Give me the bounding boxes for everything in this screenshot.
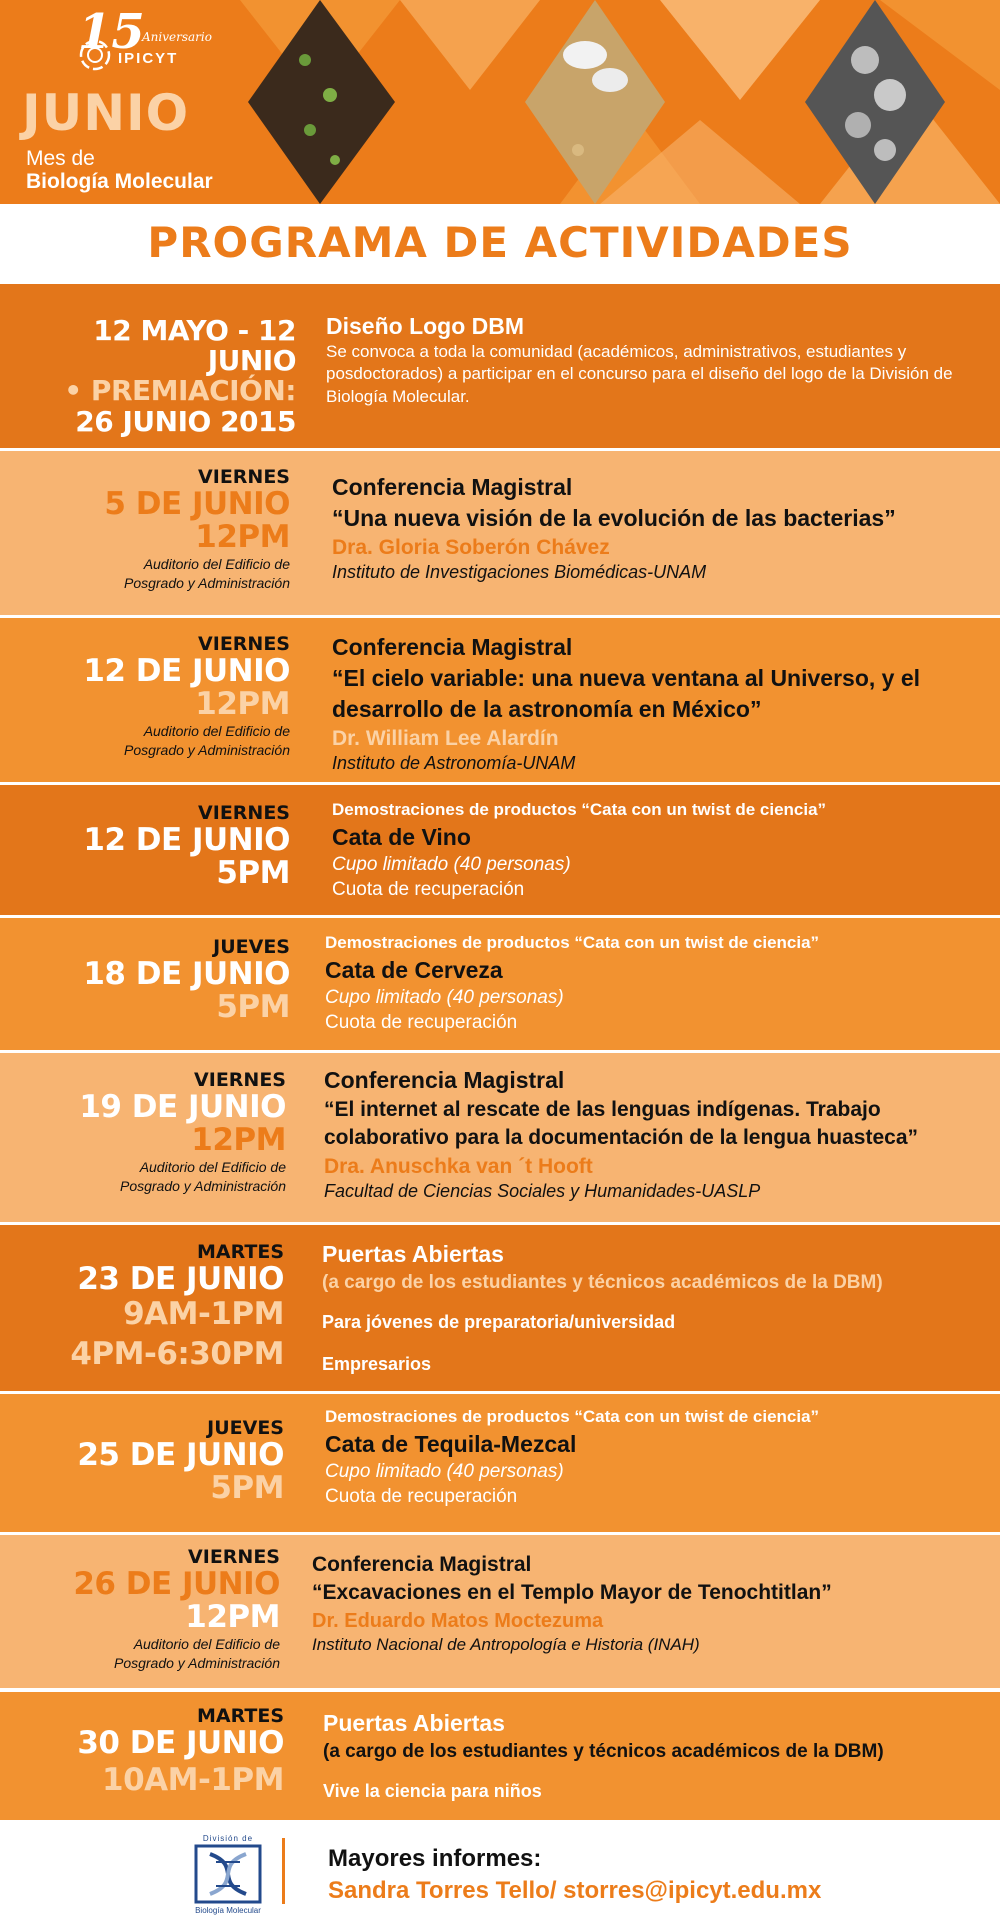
fee: Cuota de recuperación — [325, 1485, 518, 1507]
weekday: VIERNES — [198, 802, 290, 824]
mice-photo — [525, 0, 665, 204]
weekday: VIERNES — [194, 1069, 286, 1091]
month-title: JUNIO — [22, 84, 190, 142]
institution-name: IPICYT — [118, 50, 179, 67]
event-date — [0, 803, 290, 891]
event-row — [0, 451, 1000, 615]
date-range: 12 MAYO - 12 JUNIO — [93, 314, 296, 378]
event-row — [0, 1535, 1000, 1688]
event-title: Puertas Abiertas — [323, 1710, 505, 1736]
event-date — [0, 634, 290, 760]
event-row — [0, 618, 1000, 782]
anniversary-logo — [78, 4, 212, 76]
event-info — [312, 1551, 982, 1656]
event-title: Cata de Cerveza — [325, 956, 503, 983]
award-label: • PREMIACIÓN: — [64, 374, 296, 408]
weekday: JUEVES — [213, 936, 290, 958]
event-row — [0, 1394, 1000, 1532]
event-info — [323, 1708, 993, 1803]
dbm-logo-top: División de — [202, 1834, 254, 1843]
event-subtitle: (a cargo de los estudiantes y técnicos académicos de la DBM) — [322, 1272, 883, 1294]
speaker: Dr. William Lee Alardín — [332, 727, 559, 751]
event-title: Puertas Abiertas — [322, 1241, 504, 1267]
event-info — [325, 1406, 985, 1509]
event-date — [0, 1706, 284, 1798]
program-title: PROGRAMA DE ACTIVIDADES — [147, 218, 853, 267]
fee: Cuota de recuperación — [325, 1011, 518, 1033]
audience-1: Vive la ciencia para niños — [323, 1780, 542, 1801]
event-title: Cata de Vino — [332, 823, 471, 850]
event-row — [0, 1692, 1000, 1820]
weekday: JUEVES — [207, 1417, 284, 1439]
event-title: “Excavaciones en el Templo Mayor de Tenochtitlan” — [312, 1581, 832, 1605]
demo-label: Demostraciones de productos “Cata con un twist de ciencia” — [325, 933, 820, 952]
date: 12 DE JUNIO — [83, 821, 290, 858]
capacity: Cupo limitado (40 personas) — [325, 986, 564, 1008]
subtitle-line2: Biología Molecular — [26, 170, 213, 193]
date: 30 DE JUNIO — [77, 1724, 284, 1761]
date: 25 DE JUNIO — [77, 1436, 284, 1473]
fee: Cuota de recuperación — [332, 878, 525, 900]
subtitle-line1: Mes de — [26, 147, 95, 170]
time-1: 9AM-1PM — [123, 1296, 284, 1333]
event-info — [332, 632, 972, 776]
weekday: VIERNES — [188, 1546, 280, 1568]
spiral-icon — [78, 38, 112, 72]
venue: Auditorio del Edificio de Posgrado y Administración — [119, 1158, 286, 1194]
footer-divider — [282, 1838, 285, 1904]
time: 5PM — [210, 1470, 284, 1507]
event-date — [0, 1070, 286, 1196]
event-info — [325, 932, 985, 1035]
dna-icon — [194, 1844, 262, 1904]
date: 23 DE JUNIO — [77, 1260, 284, 1297]
event-date — [0, 1418, 284, 1506]
footer — [0, 1824, 1000, 1924]
event-label: Conferencia Magistral — [332, 634, 573, 660]
demo-label: Demostraciones de productos “Cata con un twist de ciencia” — [332, 800, 827, 819]
time: 12PM — [191, 1122, 286, 1159]
event-row — [0, 1225, 1000, 1391]
more-info-label: Mayores informes: — [328, 1845, 542, 1872]
event-label: Conferencia Magistral — [312, 1553, 532, 1576]
header-banner — [0, 0, 1000, 204]
venue: Auditorio del Edificio de Posgrado y Administración — [113, 1635, 280, 1671]
weekday: MARTES — [196, 1705, 284, 1727]
event-title: “El cielo variable: una nueva ventana al Universo, y el desarrollo de la astronomía en México” — [332, 665, 921, 723]
contact-link[interactable]: Sandra Torres Tello/ storres@ipicyt.edu.mx — [328, 1877, 822, 1904]
seedling-photo — [248, 0, 395, 204]
event-title: Diseño Logo DBM — [326, 313, 525, 339]
time-2: 4PM-6:30PM — [70, 1335, 284, 1372]
capacity: Cupo limitado (40 personas) — [325, 1460, 564, 1482]
time: 12PM — [195, 519, 290, 556]
anniversary-number: 15 — [78, 4, 145, 60]
event-info — [324, 1065, 984, 1203]
time: 12PM — [185, 1599, 280, 1636]
event-description: Se convoca a toda la comunidad (académicos, administrativos, estudiantes y posdoctorados) a participar en el concurso para el diseño del logo de la División de Biología Molecular. — [326, 341, 953, 406]
venue: Auditorio del Edificio de Posgrado y Administración — [123, 555, 290, 591]
time: 5PM — [216, 855, 290, 892]
event-row — [0, 1053, 1000, 1222]
event-row — [0, 918, 1000, 1050]
weekday: MARTES — [196, 1241, 284, 1263]
award-date: 26 JUNIO 2015 — [75, 404, 296, 438]
event-row — [0, 284, 1000, 448]
event-label: Conferencia Magistral — [324, 1067, 565, 1093]
event-date — [0, 467, 290, 593]
event-info — [326, 312, 966, 408]
weekday: VIERNES — [198, 466, 290, 488]
speaker-institution: Facultad de Ciencias Sociales y Humanidades-UASLP — [324, 1181, 761, 1202]
event-date — [0, 316, 296, 437]
venue: Auditorio del Edificio de Posgrado y Administración — [123, 722, 290, 758]
dbm-logo — [194, 1834, 262, 1916]
demo-label: Demostraciones de productos “Cata con un twist de ciencia” — [325, 1407, 820, 1426]
speaker: Dra. Gloria Soberón Chávez — [332, 536, 610, 560]
capacity: Cupo limitado (40 personas) — [332, 853, 571, 875]
time: 5PM — [216, 989, 290, 1026]
time: 10AM-1PM — [102, 1762, 284, 1799]
audience-2: Empresarios — [322, 1353, 432, 1374]
speaker: Dra. Anuschka van ´t Hooft — [324, 1154, 593, 1178]
event-info — [332, 472, 982, 585]
event-date — [0, 937, 290, 1025]
speaker-institution: Instituto de Investigaciones Biomédicas-UNAM — [332, 562, 707, 583]
date: 5 DE JUNIO — [104, 485, 290, 522]
event-date — [0, 1547, 280, 1673]
date: 26 DE JUNIO — [73, 1565, 280, 1602]
speaker: Dr. Eduardo Matos Moctezuma — [312, 1609, 604, 1632]
event-title: Cata de Tequila-Mezcal — [325, 1430, 577, 1457]
event-info — [322, 1239, 992, 1376]
date: 12 DE JUNIO — [83, 652, 290, 689]
event-label: Conferencia Magistral — [332, 474, 573, 500]
speaker-institution: Instituto de Astronomía-UNAM — [332, 753, 576, 774]
dbm-logo-bottom: Biología Molecular — [195, 1906, 261, 1915]
microscopy-photo — [805, 0, 945, 204]
speaker-institution: Instituto Nacional de Antropología e Historia (INAH) — [312, 1634, 700, 1654]
event-row — [0, 785, 1000, 915]
event-title: “Una nueva visión de la evolución de las bacterias” — [332, 505, 896, 532]
date: 19 DE JUNIO — [79, 1088, 286, 1125]
event-title: “El internet al rescate de las lenguas indígenas. Trabajo colaborativo para la documentación de la lengua huasteca” — [324, 1098, 918, 1150]
date: 18 DE JUNIO — [83, 955, 290, 992]
weekday: VIERNES — [198, 633, 290, 655]
event-info — [332, 799, 982, 902]
anniversary-label: Aniversario — [142, 30, 212, 44]
event-date — [0, 1242, 284, 1371]
time: 12PM — [195, 686, 290, 723]
audience-1: Para jóvenes de preparatoria/universidad — [322, 1311, 676, 1332]
event-subtitle: (a cargo de los estudiantes y técnicos académicos de la DBM) — [323, 1741, 884, 1763]
